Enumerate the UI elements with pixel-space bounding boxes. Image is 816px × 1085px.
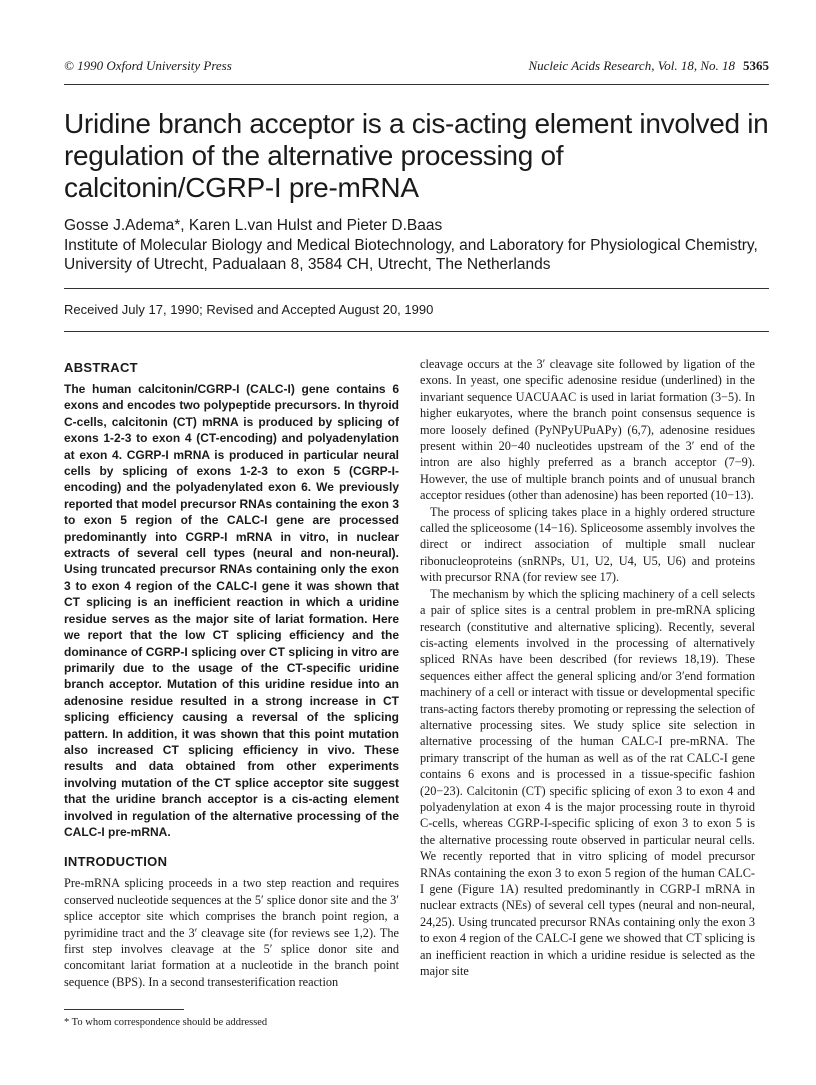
right-column [420, 356, 755, 979]
correspondence-footnote: * To whom correspondence should be addressed [64, 1017, 268, 1028]
introduction-heading: INTRODUCTION [64, 854, 168, 870]
dates-rule [64, 331, 769, 332]
introduction-paragraph-1: Pre-mRNA splicing proceeds in a two step reaction and requires conserved nucleotide sequences at the 5′ splice donor site and the 3′ splice acceptor site which comprises the branch point region, a pyrimidine tract and the 3′ cleavage site (for reviews see 1,2). The first step involves cleavage at the 5′ splice donor site and concomitant lariat formation at a nucleotide in the branch point sequence (BPS). In a second transesterification reaction [64, 876, 399, 989]
abstract-heading: ABSTRACT [64, 360, 138, 375]
author-list: Gosse J.Adema*, Karen L.van Hulst and Pieter D.Baas [64, 217, 443, 234]
body-paragraph-3: The mechanism by which the splicing machinery of a cell selects a pair of splice sites is a central problem in pre-mRNA splicing research (constitutive and alternative splicing). Recently, several cis-acting elements involved in the processing of alternatively spliced RNAs have been described (for reviews 18,19). These sequences either affect the general splicing and/or 3′end formation machinery of a cell or interact with tissue or developmental specific trans-acting factors thereby promoting or repressing the selection of alternative processing sites. We study splice site selection in alternative processing of the human CALC-I pre-mRNA. The primary transcript of the human as well as of the rat CALC-I gene contains 6 exons and is processed in a tissue-specific fashion (20−23). Calcitonin (CT) specific splicing of exon 3 to exon 4 and polyadenylation at exon 4 is the major processing route in thyroid C-cells, whereas CGRP-I-specific splicing of exon 3 to exon 5 is the alternative processing route observed in particular neural cells. We recently reported that in vitro splicing of model precursor RNAs containing the exon 3 to exon 5 region of the human CALC-I gene (Figure 1A) resulted predominantly in CGRP-I mRNA in nuclear extracts (NEs) of several cell types (neural and non-neural, 24,25). Using truncated precursor RNAs containing only the exon 3 to exon 4 region of the CALC-I gene we showed that CT splicing is an inefficient reaction in which a uridine residue is selected as the major site [420, 586, 755, 979]
body-paragraph-1: cleavage occurs at the 3′ cleavage site followed by ligation of the exons. In yeast, one specific adenosine residue (underlined) in the invariant sequence UACUAAC is used in lariat formation (3−5). In higher eukaryotes, where the branch point consensus sequence is more loosely defined (PyNPyUPuAPy) (6,7), adenosine residues present within 20−40 nucleotides upstream of the 3′ end of the intron are also highly preferred as a branch acceptor (7−9). However, the use of multiple branch points and of unusual branch acceptor residues (other than adenosine) has been reported (10−13). [420, 357, 755, 503]
footnote-rule [64, 1009, 184, 1010]
journal-citation [528, 58, 769, 74]
article-title: Uridine branch acceptor is a cis-acting element involved in regulation of the alternative processing of calcitonin/CGRP-I pre-mRNA [64, 108, 769, 203]
left-column [64, 360, 399, 990]
affiliation: Institute of Molecular Biology and Medical Biotechnology, and Laboratory for Physiological Chemistry, University of Utrecht, Padualaan 8, 3584 CH, Utrecht, The Netherlands [64, 237, 758, 273]
received-dates: Received July 17, 1990; Revised and Accepted August 20, 1990 [64, 302, 434, 317]
journal-name: Nucleic Acids Research, Vol. 18, No. 18 [528, 58, 735, 73]
running-header [64, 58, 769, 76]
copyright-notice: © 1990 Oxford University Press [64, 58, 232, 73]
body-paragraph-2: The process of splicing takes place in a highly ordered structure called the spliceosome (14−16). Spliceosome assembly involves the direct or indirect association of multiple small nuclear ribonucleoproteins (snRNPs, U1, U2, U4, U5, U6) and proteins with precursor RNA (for review see 17). [420, 504, 755, 585]
abstract-text: The human calcitonin/CGRP-I (CALC-I) gene contains 6 exons and encodes two polypeptide precursors. In thyroid C-cells, calcitonin (CT) mRNA is produced by splicing of exons 1-2-3 to exon 4 (CT-encoding) and polyadenylation at exon 4. CGRP-I mRNA is produced in particular neural cells by splicing of exons 1-2-3 to exon 5 (CGRP-I-encoding) and the polyadenylated exon 6. We previously reported that model precursor RNAs containing the exon 3 to exon 5 region of the CALC-I gene are processed predominantly into CGRP-I mRNA in vitro, in nuclear extracts of several cell types (neural and non-neural). Using truncated precursor RNAs containing only the exon 3 to exon 4 region of the CALC-I gene it was shown that CT splicing is an inefficient reaction in which a uridine residue serves as the major site of lariat formation. Here we report that the low CT splicing efficiency and the dominance of CGRP-I splicing over CT splicing in vitro are primarily due to the usage of the CT-specific uridine branch acceptor. Mutation of this uridine residue into an adenosine residue resulted in a strong increase in CT splicing efficiency causing a reversal of the splicing pattern. In addition, it was shown that this point mutation also increased CT splicing efficiency in vivo. These results and data obtained from other experiments involving mutation of the CT splice acceptor site suggest that the uridine branch acceptor is a cis-acting element involved in regulation of the alternative processing of the CALC-I pre-mRNA. [64, 382, 399, 839]
title-block-rule [64, 288, 769, 289]
header-rule [64, 84, 769, 85]
page-number: 5365 [743, 58, 769, 73]
